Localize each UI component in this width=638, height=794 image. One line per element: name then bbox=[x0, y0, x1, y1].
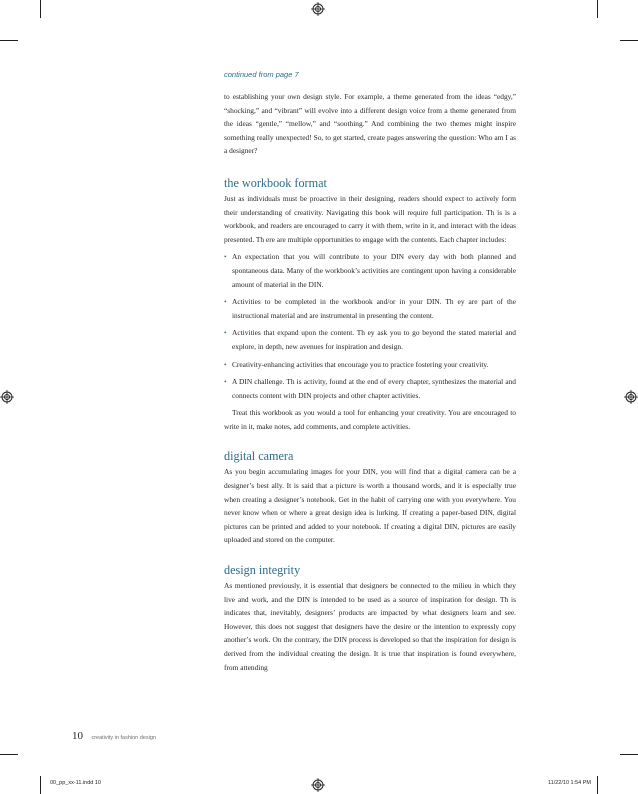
section-heading: digital camera bbox=[224, 449, 294, 464]
bullet-icon: • bbox=[224, 252, 227, 262]
closing-paragraph: Treat this workbook as you would a tool for enhancing your creativity. You are encouraged to write in it, make notes, add comments, and complete activities. bbox=[224, 408, 516, 431]
bullet-icon: • bbox=[224, 328, 227, 338]
continued-note: continued from page 7 bbox=[224, 70, 299, 79]
crop-mark bbox=[620, 40, 638, 41]
body-paragraph: As you begin accumulating images for your DIN, you will find that a digital camera can be a designer’s best ally. It is said that a picture is worth a thousand words, and it is especially true when creating a designer’s notebook. Get in the habit of carrying one with you everywhere. You never know when or where a great design idea is lurking. If creating a paper-based DIN, digital pictures can be printed and added to your notebook. If creating a digital DIN, pictures are easily uploaded and stored on the computer. bbox=[224, 467, 516, 545]
page-number: 10 bbox=[72, 730, 83, 742]
list-item: • Activities to be completed in the workbook and/or in your DIN. Th ey are part of the instructional material and are instrumental in presenting the content. bbox=[224, 297, 516, 320]
body-paragraph: Just as individuals must be proactive in their designing, readers should expect to actively form their understanding of creativity. Navigating this book will require full participation. Th is is a workbook, and readers are encouraged to carry it with them, write in it, and interact with the ideas presented. Th ere are multiple opportunities to engage with the contents. Each chapter includes: bbox=[224, 193, 516, 244]
crop-mark bbox=[0, 40, 18, 41]
body-paragraph: As mentioned previously, it is essential that designers be connected to the milieu in which they live and work, and the DIN is intended to be used as a source of inspiration for design. Th is indicates that, inevitably, designers’ products are impacted by what designers learn and see. However, this does not suggest that designers have the desire or the intention to expressly copy another’s work. On the contrary, the DIN process is developed so that the inspiration for design is derived from the individual creating the design. It is true that inspiration is found everywhere, from attending bbox=[224, 581, 516, 672]
crop-mark bbox=[40, 0, 41, 18]
registration-mark-icon bbox=[311, 2, 325, 16]
list-item: • Activities that expand upon the content. Th ey ask you to go beyond the stated material and explore, in depth, new avenues for inspiration and design. bbox=[224, 328, 516, 351]
crop-mark bbox=[597, 776, 598, 794]
list-item: • An expectation that you will contribute to your DIN every day with both planned and spontaneous data. Many of the workbook’s activities are contingent upon having a considerable amount of material in the DIN. bbox=[224, 252, 516, 289]
slug-date: 11/22/10 1:54 PM bbox=[548, 780, 592, 786]
text-column bbox=[224, 70, 516, 674]
section-heading: design integrity bbox=[224, 563, 301, 578]
slug-filename: 00_pp_xx-11.indd 10 bbox=[50, 780, 101, 786]
crop-mark bbox=[0, 754, 18, 755]
page-footer bbox=[72, 726, 156, 744]
registration-mark-icon bbox=[0, 390, 14, 404]
list-item: • Creativity-enhancing activities that encourage you to practice fostering your creativity. bbox=[224, 358, 516, 372]
intro-paragraph: to establishing your own design style. For example, a theme generated from the ideas “edgy,” “shocking,” and “vibrant” will evolve into a different design voice from a theme generated from the ideas “gentle,” “mellow,” and “soothing.” And combining the two themes might inspire something really unexpected! So, to get started, create pages answering the question: Who am I as a designer? bbox=[224, 92, 516, 156]
bullet-icon: • bbox=[224, 297, 227, 307]
crop-mark bbox=[597, 0, 598, 18]
bullet-icon: • bbox=[224, 377, 227, 387]
bullet-list bbox=[224, 250, 516, 402]
crop-mark bbox=[620, 754, 638, 755]
list-item: • A DIN challenge. Th is activity, found at the end of every chapter, synthesizes the material and connects content with DIN projects and other chapter activities. bbox=[224, 377, 516, 400]
section-heading: the workbook format bbox=[224, 175, 327, 190]
registration-mark-icon bbox=[624, 390, 638, 404]
running-head: creativity in fashion design bbox=[91, 735, 156, 741]
registration-mark-icon bbox=[311, 778, 325, 792]
bullet-icon: • bbox=[224, 359, 227, 369]
crop-mark bbox=[40, 776, 41, 794]
